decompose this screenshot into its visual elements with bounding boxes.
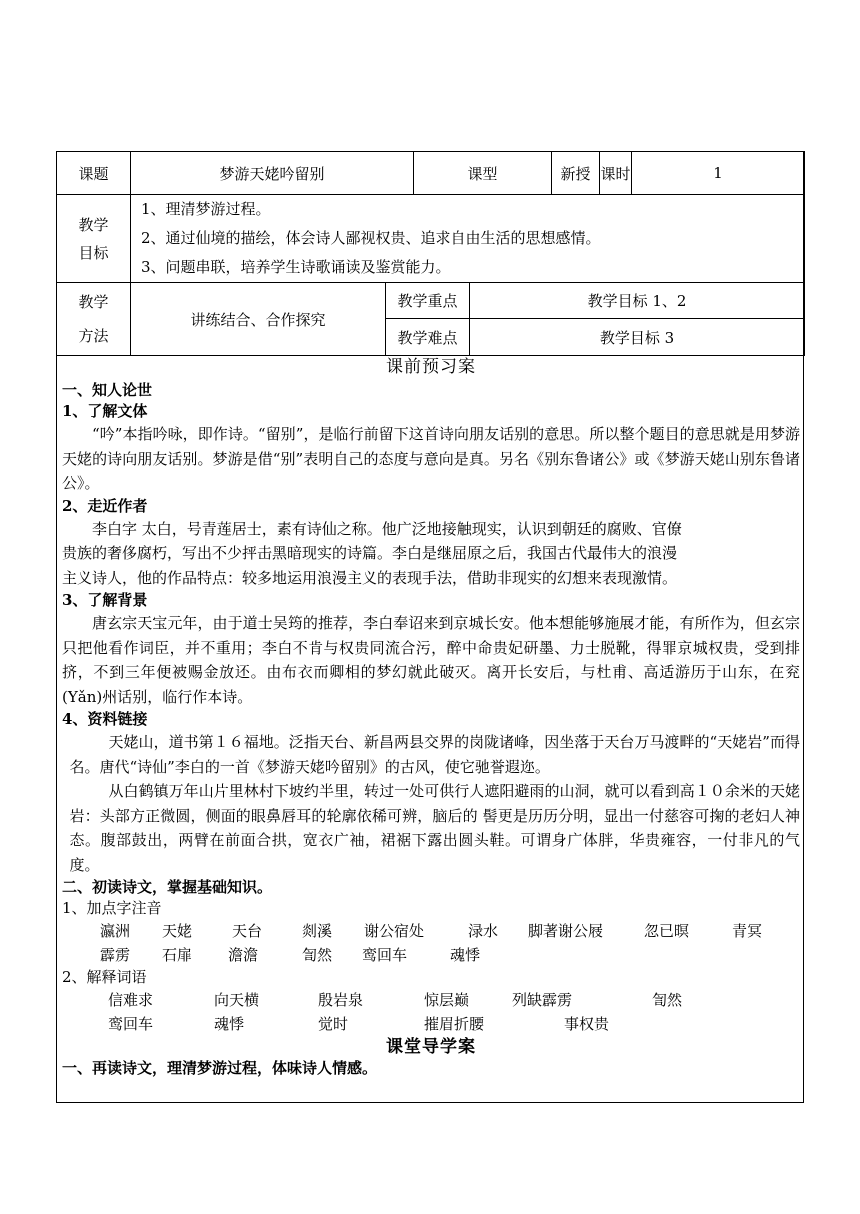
lesson-header-table (56, 151, 805, 356)
phonetic-item: 訇然 (302, 946, 333, 964)
phonetic-item: 澹澹 (228, 946, 259, 964)
section-heading: 一、再读诗文，理清梦游过程，体味诗人情感。 (62, 1059, 378, 1077)
vocab-row (62, 988, 800, 1012)
subsection-heading: 2、解释词语 (62, 968, 147, 986)
preview-title: 课前预习案 (386, 357, 476, 377)
difficult-label: 教学难点 (386, 319, 470, 356)
phonetic-row (62, 919, 800, 943)
goals-label-line1: 教学 (78, 215, 109, 234)
vocab-item: 魂悸 (214, 1015, 245, 1033)
phonetic-item: 天台 (232, 922, 263, 940)
author-paragraph (62, 517, 800, 591)
method-label (57, 283, 131, 356)
subsection-heading: 4、资料链接 (62, 710, 148, 728)
subsection-heading: 1、了解文体 (62, 402, 148, 420)
method-label-line2: 方法 (78, 327, 109, 345)
phonetic-item: 石扉 (162, 946, 193, 964)
author-line: 主义诗人，他的作品特点：较多地运用浪漫主义的表现手法，借助非现实的幻想来表现激情。 (62, 568, 678, 587)
vocab-item: 訇然 (652, 991, 683, 1009)
vocab-row (62, 1012, 800, 1036)
link-paragraph-2: 从白鹤镇万年山片里林村下坡约半里，转过一处可供行人遮阳避雨的山洞，就可以看到高１０余米的天姥岩：头部方正微圆，侧面的眼鼻唇耳的轮廓依稀可辨，脑后的 髻更是历历分明，显出一付慈容可掬的老妇人神态。腹部鼓出，两臂在前面合拱，宽衣广袖，裙裾下露出圆头鞋。可谓身广体胖，华贵雍容，一付非凡的气度。 (69, 782, 800, 874)
link-paragraph-1: 天姥山，道书第１６福地。泛指天台、新昌两县交界的岗陇诸峰，因坐落于天台万马渡畔的“天姥岩”而得名。唐代“诗仙”李白的一首《梦游天姥吟留别》的古风，使它驰誉遐迩。 (69, 733, 800, 776)
phonetic-item: 魂悸 (450, 946, 481, 964)
phonetic-item: 瀛洲 (100, 922, 131, 940)
type-label: 课型 (414, 152, 552, 195)
vocab-item: 惊层巅 (424, 991, 470, 1009)
phonetic-item: 谢公宿处 (364, 922, 425, 940)
content-body (62, 355, 800, 1079)
background-paragraph: 唐玄宗天宝元年，由于道士吴筠的推荐，李白奉诏来到京城长安。他本想能够施展才能，有所作为，但玄宗只把他看作词臣，并不重用；李白不肯与权贵同流合污，醉中命贵妃研墨、力士脱靴，得罪京城权贵，受到排挤，不到三年便被赐金放还。由布衣而卿相的梦幻就此破灭。离开长安后，与杜甫、高适游历于山东，在兖(Yǎn)州话别，临行作本诗。 (62, 614, 800, 706)
goal-item: 2、通过仙境的描绘，体会诗人鄙视权贵、追求自由生活的思想感情。 (141, 229, 601, 247)
subsection-heading: 3、了解背景 (62, 591, 148, 609)
author-line: 李白字 太白，号青莲居士，素有诗仙之称。他广泛地接触现实，认识到朝廷的腐败、官僚 (92, 519, 682, 538)
lesson-label: 课题 (57, 152, 131, 195)
phonetic-item: 天姥 (162, 922, 193, 940)
class-title: 课堂导学案 (386, 1037, 476, 1057)
vocab-item: 信难求 (108, 991, 154, 1009)
phonetic-item: 剡溪 (302, 922, 333, 940)
difficult-value: 教学目标 3 (470, 319, 805, 356)
vocab-item: 鸾回车 (108, 1015, 154, 1033)
phonetic-item: 青冥 (732, 922, 763, 940)
author-line: 贵族的奢侈腐朽，写出不少抨击黑暗现实的诗篇。李白是继屈原之后，我国古代最伟大的浪漫 (62, 544, 678, 562)
vocab-item: 事权贵 (564, 1015, 610, 1033)
lesson-title: 梦游天姥吟留别 (131, 152, 414, 195)
goals-cell (131, 195, 805, 283)
section-heading: 二、初读诗文，掌握基础知识。 (62, 878, 273, 896)
phonetic-item: 脚著谢公屐 (528, 922, 604, 940)
type-value: 新授 (552, 152, 600, 195)
vocab-item: 列缺霹雳 (512, 991, 573, 1009)
goal-item: 1、理清梦游过程。 (141, 200, 271, 218)
method-value: 讲练结合、合作探究 (131, 283, 386, 356)
key-label: 教学重点 (386, 283, 470, 319)
phonetic-item: 霹雳 (100, 946, 131, 964)
period-label: 课时 (600, 152, 632, 195)
period-value: 1 (632, 152, 805, 195)
key-value: 教学目标 1、2 (470, 283, 805, 319)
vocab-item: 摧眉折腰 (424, 1015, 485, 1033)
method-label-line1: 教学 (78, 293, 109, 311)
goals-label (57, 195, 131, 283)
vocab-item: 向天横 (214, 991, 260, 1009)
vocab-item: 觉时 (318, 1015, 349, 1033)
phonetic-item: 鸾回车 (362, 946, 408, 964)
subsection-heading: 2、走近作者 (62, 496, 148, 515)
section-heading: 一、知人论世 (62, 381, 153, 399)
phonetic-item: 忽已暝 (644, 922, 690, 940)
vocab-item: 殷岩泉 (318, 991, 364, 1009)
goal-item: 3、问题串联，培养学生诗歌诵读及鉴赏能力。 (141, 258, 451, 276)
subsection-heading: 1、加点字注音 (62, 899, 162, 917)
phonetic-item: 渌水 (468, 922, 499, 940)
genre-paragraph: “吟”本指吟咏，即作诗。“留别”，是临行前留下这首诗向朋友话别的意思。所以整个题目的意思就是用梦游天姥的诗向朋友话别。梦游是借“别”表明自己的态度与意向是真。另名《别东鲁诸公》或《梦游天姥山别东鲁诸公》。 (62, 425, 800, 492)
phonetic-row (62, 943, 800, 967)
goals-label-line2: 目标 (78, 243, 109, 262)
